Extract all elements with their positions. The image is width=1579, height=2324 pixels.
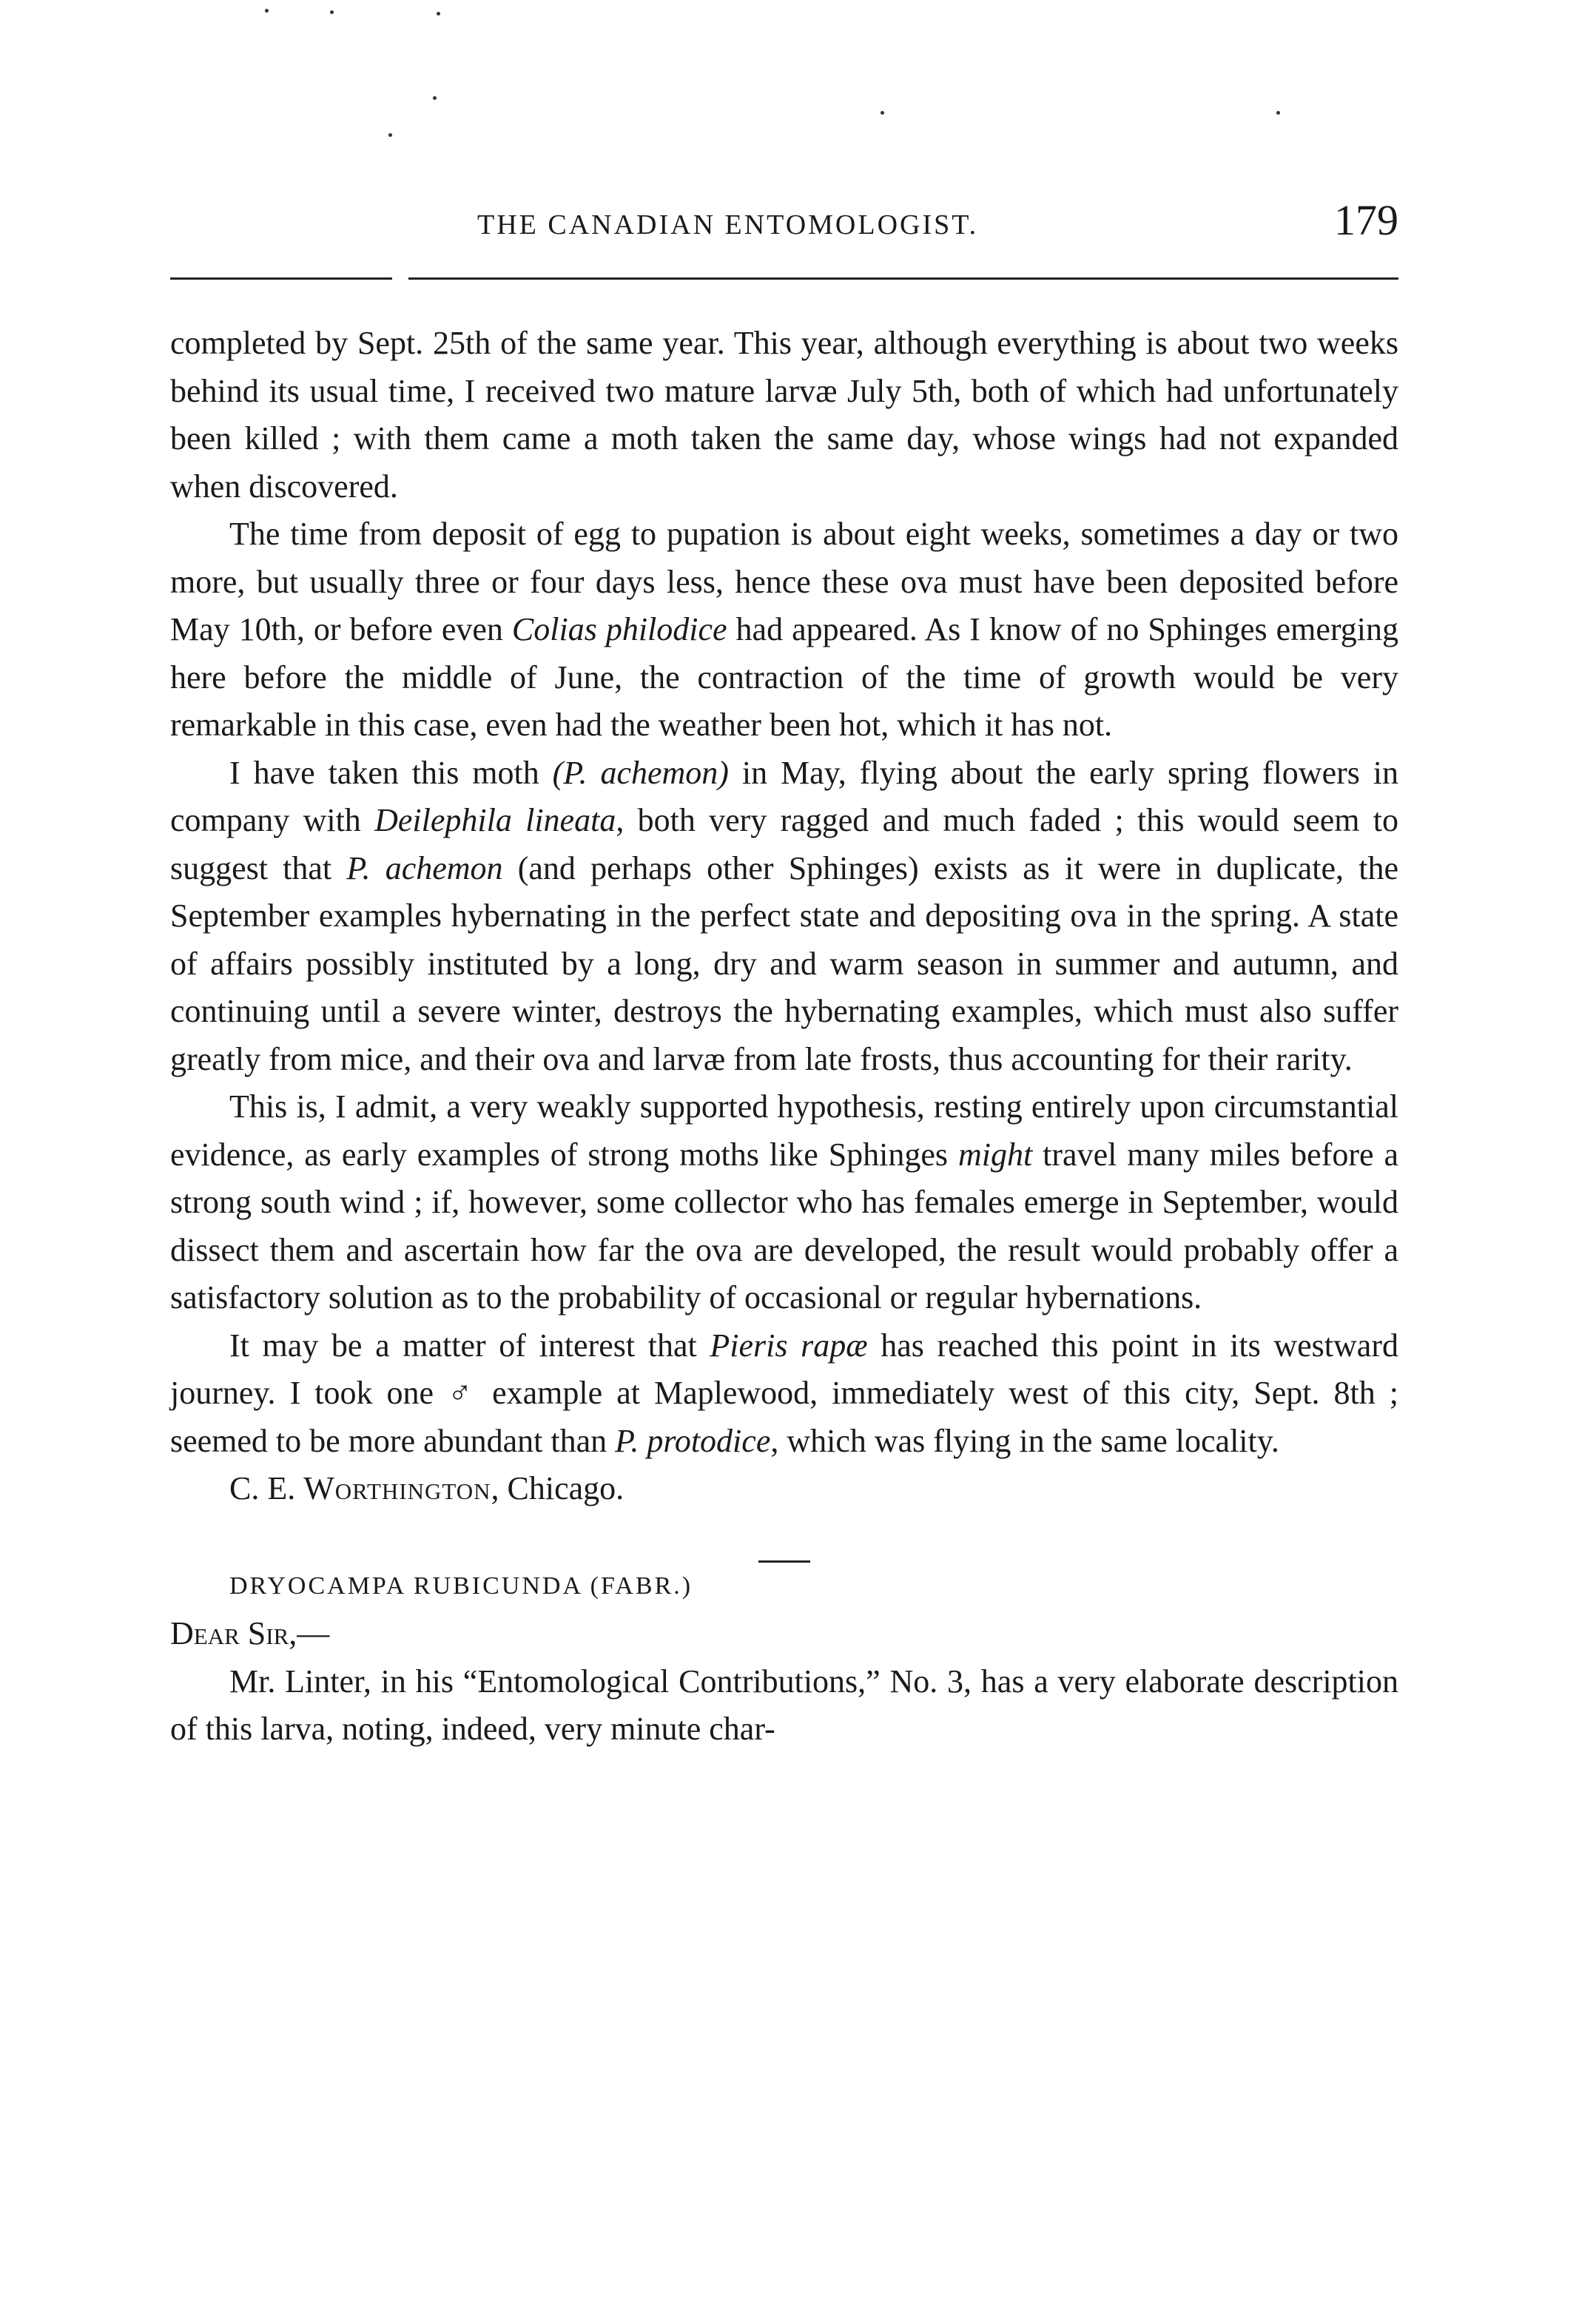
text-run: The time from deposit of egg to pupation is about eight weeks, sometimes a day or two more, but usually three or four days less, hence these ova must have been deposited before May 10th, or before even xyxy=(170,516,1398,647)
text-run: I have taken this moth xyxy=(229,754,553,791)
signature-initials: C. E. xyxy=(229,1470,304,1506)
running-title: THE CANADIAN ENTOMOLOGIST. xyxy=(477,209,979,240)
header-rule xyxy=(170,277,1398,280)
text-run: has reached this point in its westward journey. I took one ♂ example at Maplewood, immediately west of this city, Sept. 8th ; seemed to be more abundant than xyxy=(170,1327,1398,1459)
paragraph xyxy=(170,750,1398,1084)
signature xyxy=(170,1465,1398,1513)
italic-run: P. achemon xyxy=(346,849,503,886)
signature-place: , Chicago. xyxy=(491,1470,624,1506)
running-header xyxy=(170,194,1398,253)
paragraph xyxy=(170,511,1398,750)
text-run: (and perhaps other Sphinges) exists as it were in duplicate, the September examples hybernating in the perfect state and depositing ova in the spring. A state of affairs possibly instituted by a long, dry and warm season in summer and autumn, and continuing until a severe winter, destroys the hybernating examples, which must also suffer greatly from mice, and their ova and larvæ from late frosts, thus accounting for their rarity. xyxy=(170,849,1398,1077)
italic-run: might xyxy=(958,1136,1033,1173)
page xyxy=(170,0,1398,2324)
text-run: had appeared. As I know of no Sphinges emerging here before the middle of June, the contraction of the time of growth would be very remarkable in this case, even had the weather been hot, which it has not. xyxy=(170,611,1399,743)
text-run: It may be a matter of interest that xyxy=(229,1327,710,1364)
italic-run: P. protodice xyxy=(615,1422,771,1459)
text-run: completed by Sept. 25th of the same year. This year, although everything is about two weeks behind its usual time, I received two mature larvæ July 5th, both of which had unfortunately been killed ; with them came a moth taken the same day, whose wings had not expanded when discovered. xyxy=(170,325,1398,505)
italic-run: Colias philodice xyxy=(511,611,727,647)
print-speck xyxy=(265,9,269,13)
print-speck xyxy=(437,12,440,16)
text-run: , which was flying in the same locality. xyxy=(770,1422,1279,1459)
print-speck xyxy=(330,10,334,14)
page-number: 179 xyxy=(1334,196,1398,244)
article2-paragraph: Mr. Linter, in his “Entomological Contributions,” No. 3, has a very elaborate description of this larva, noting, indeed, very minute char- xyxy=(170,1663,1398,1747)
salutation: Dear Sir,— xyxy=(170,1615,330,1651)
paragraph xyxy=(170,1322,1398,1466)
italic-run: Deilephila lineata xyxy=(374,802,616,838)
article-title: DRYOCAMPA RUBICUNDA (FABR.) xyxy=(229,1572,693,1600)
text-run: travel many miles before a strong south wind ; if, however, some collector who has females emerge in September, would dissect them and ascertain how far the ova are developed, the result would probably offer a satisfactory solution as to the probability of occasional or regular hybernations. xyxy=(170,1136,1399,1316)
print-speck xyxy=(388,133,392,137)
signature-surname: Worthington xyxy=(303,1470,491,1506)
article-worthington xyxy=(170,320,1398,1465)
text-run: , both very ragged and much faded ; this would seem to suggest that xyxy=(170,802,1399,886)
body-text xyxy=(170,320,1398,1754)
print-speck xyxy=(1276,111,1280,115)
paragraph xyxy=(170,320,1398,511)
print-speck xyxy=(881,111,884,115)
text-run: This is, I admit, a very weakly supported hypothesis, resting entirely upon circumstantial evidence, as early examples of strong moths like Sphinges xyxy=(170,1088,1398,1173)
italic-run: Pieris rapæ xyxy=(710,1327,868,1364)
text-run: in May, flying about the early spring flowers in company with xyxy=(170,754,1399,838)
paragraph xyxy=(170,1083,1398,1322)
italic-run: (P. achemon) xyxy=(552,754,729,791)
print-speck xyxy=(433,96,437,100)
